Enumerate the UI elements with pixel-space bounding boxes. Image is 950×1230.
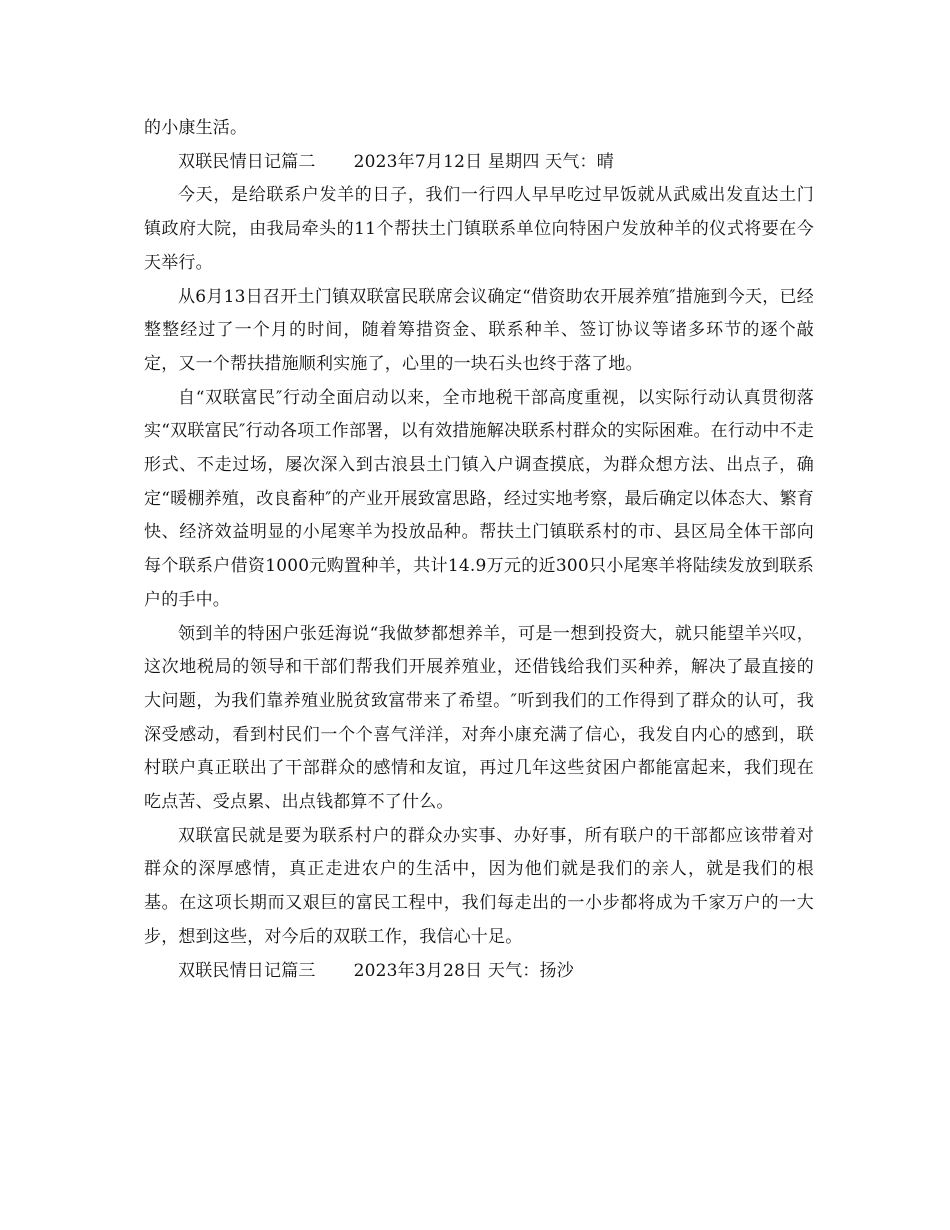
document-body: [144, 112, 814, 988]
paragraph: 领到羊的特困户张廷海说“我做梦都想养羊，可是一想到投资大，就只能望羊兴叹，这次地税局的领导和干部们帮我们开展养殖业，还借钱给我们买种养，解决了最直接的大问题，为我们靠养殖业脱贫致富带来了希望。″听到我们的工作得到了群众的认可，我深受感动，看到村民们一个个喜气洋洋，对奔小康充满了信心，我发自内心的感到，联村联户真正联出了干部群众的感情和友谊，再过几年这些贫困户都能富起来，我们现在吃点苦、受点累、出点钱都算不了什么。: [144, 623, 814, 813]
paragraph-fragment: 的小康生活。: [144, 118, 248, 138]
entry-heading: [144, 146, 814, 180]
entry-title: 双联民情日记篇三: [178, 960, 316, 981]
paragraph: 今天，是给联系户发羊的日子，我们一行四人早早吃过早饭就从武威出发直达土门镇政府大院，由我局牵头的11个帮扶土门镇联系单位向特困户发放种羊的仪式将要在今天举行。: [144, 185, 814, 273]
entry-title: 双联民情日记篇二: [178, 151, 316, 172]
entry-date: 2023年7月12日 星期四 天气：晴: [353, 151, 614, 172]
paragraph: 双联富民就是要为联系村户的群众办实事、办好事，所有联户的干部都应该带着对群众的深厚感情，真正走进农户的生活中，因为他们就是我们的亲人，就是我们的根基。在这项长期而又艰巨的富民工程中，我们每走出的一小步都将成为千家万户的一大步，想到这些，对今后的双联工作，我信心十足。: [144, 825, 814, 947]
entry-date: 2023年3月28日 天气：扬沙: [353, 960, 574, 981]
paragraph: 从6月13日召开土门镇双联富民联席会议确定“借资助农开展养殖″措施到今天，已经整整经过了一个月的时间，随着筹措资金、联系种羊、签订协议等诸多环节的逐个敲定，又一个帮扶措施顺利实施了，心里的一块石头也终于落了地。: [144, 286, 814, 374]
paragraph: 自“双联富民″行动全面启动以来，全市地税干部高度重视，以实际行动认真贯彻落实“双联富民″行动各项工作部署，以有效措施解决联系村群众的实际困难。在行动中不走形式、不走过场，屡次深入到古浪县土门镇入户调查摸底，为群众想方法、出点子，确定“暖棚养殖，改良畜种″的产业开展致富思路，经过实地考察，最后确定以体态大、繁育快、经济效益明显的小尾寒羊为投放品种。帮扶土门镇联系村的市、县区局全体干部向每个联系户借资1000元购置种羊，共计14.9万元的近300只小尾寒羊将陆续发放到联系户的手中。: [144, 387, 814, 610]
entry-heading: [144, 955, 814, 989]
